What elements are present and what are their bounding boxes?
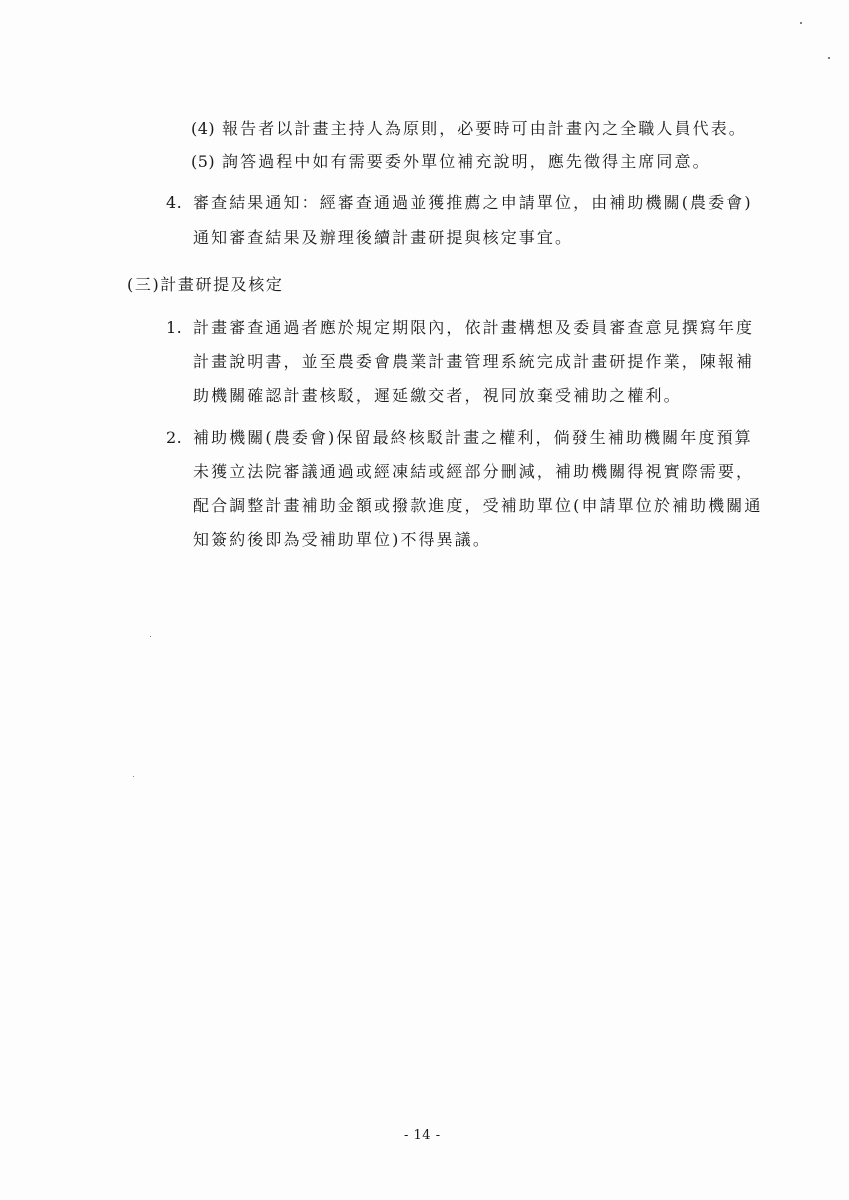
scan-speck xyxy=(828,57,830,59)
section-item-1-line-3: 助機關確認計畫核駁，遲延繳交者，視同放棄受補助之權利。 xyxy=(193,386,682,405)
scan-speck xyxy=(133,776,134,777)
item-marker-4: 4. xyxy=(166,193,183,212)
item-text-4-line-1: 審查結果通知：經審查通過並獲推薦之申請單位，由補助機關(農委會) xyxy=(193,193,753,212)
scan-speck xyxy=(800,22,802,24)
section-item-1-line-2: 計畫說明書，並至農委會農業計畫管理系統完成計畫研提作業，陳報補 xyxy=(193,352,755,371)
item-marker-5-paren: (5) xyxy=(191,152,216,171)
section-item-2-line-2: 未獲立法院審議通過或經凍結或經部分刪減，補助機關得視實際需要， xyxy=(193,462,755,481)
item-text-4-line-2: 通知審查結果及辦理後續計畫研提與核定事宜。 xyxy=(193,228,574,247)
section-item-2-line-1: 補助機關(農委會)保留最終核駁計畫之權利，倘發生補助機關年度預算 xyxy=(193,428,753,447)
section-item-marker-1: 1. xyxy=(166,318,183,337)
item-marker-4-paren: (4) xyxy=(191,119,216,138)
item-text-4-paren-line-1: 報告者以計畫主持人為原則，必要時可由計畫內之全職人員代表。 xyxy=(222,119,747,138)
section-item-1-line-1: 計畫審查通過者應於規定期限內，依計畫構想及委員審查意見撰寫年度 xyxy=(193,318,755,337)
section-heading: (三)計畫研提及核定 xyxy=(127,275,284,294)
section-item-marker-2: 2. xyxy=(166,428,183,447)
section-item-2-line-3: 配合調整計畫補助金額或撥款進度，受補助單位(申請單位於補助機關通 xyxy=(193,496,763,515)
scan-speck xyxy=(150,636,151,637)
section-item-2-line-4: 知簽約後即為受補助單位)不得異議。 xyxy=(193,530,491,549)
page-number: - 14 - xyxy=(404,1128,441,1143)
item-text-5-paren-line-1: 詢答過程中如有需要委外單位補充說明，應先徵得主席同意。 xyxy=(222,152,711,171)
